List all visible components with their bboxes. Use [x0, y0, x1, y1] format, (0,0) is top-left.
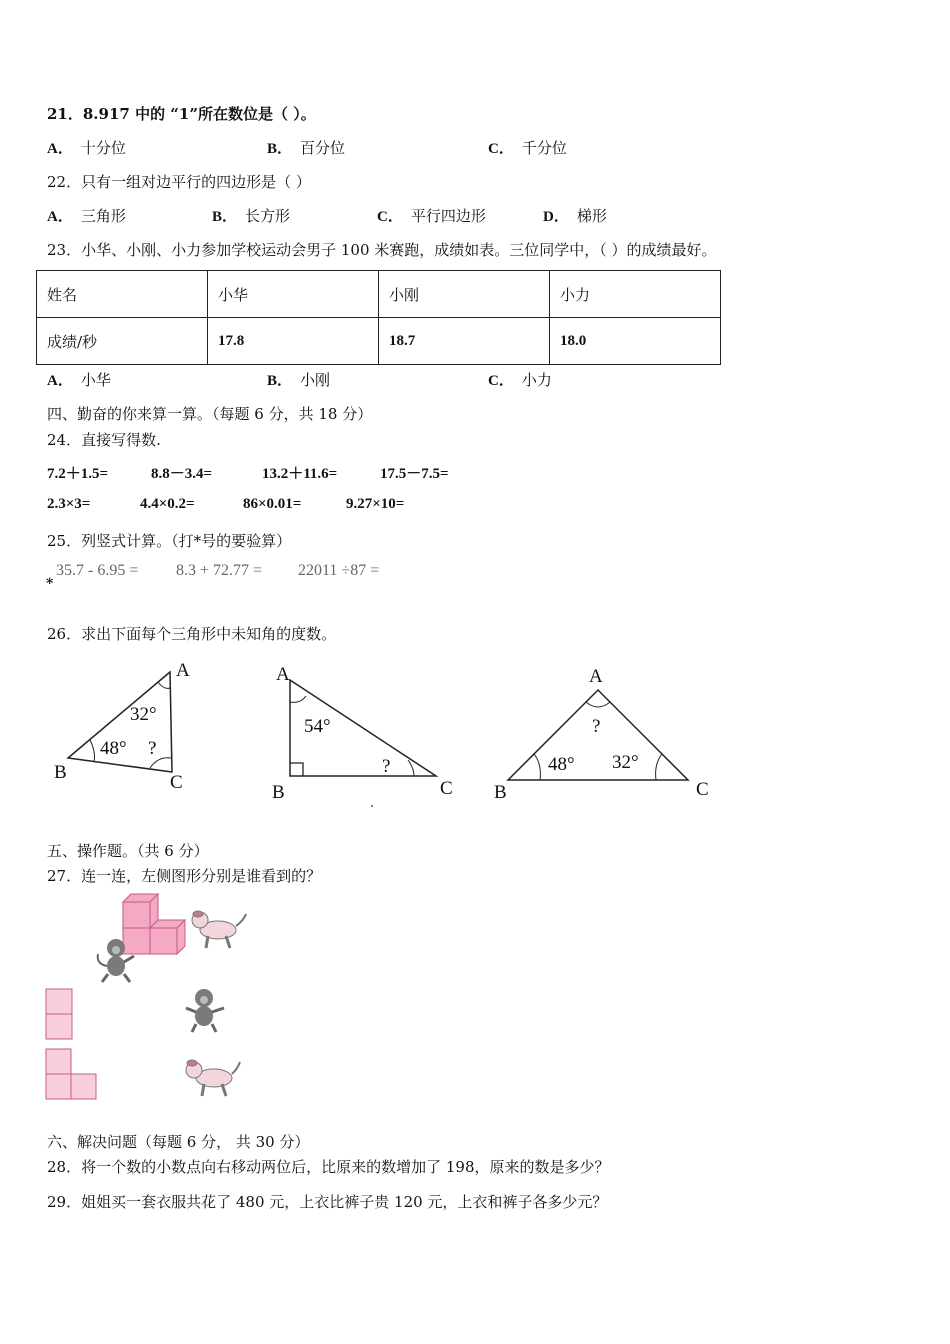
q21-option-b[interactable] — [267, 137, 345, 158]
angle-label: ? — [592, 716, 601, 737]
q23-option-a[interactable] — [47, 369, 111, 390]
angle-arc — [534, 754, 540, 780]
option-letter: B． — [212, 209, 238, 225]
table-cell: 小力 — [550, 271, 721, 318]
dog-icon — [186, 906, 250, 952]
option-text: 三角形 — [80, 207, 126, 225]
monkey-icon — [180, 986, 228, 1034]
score-table — [36, 270, 721, 365]
calc-item: 4.4×0.2= — [140, 496, 195, 512]
option-text: 小刚 — [300, 371, 331, 389]
table-cell: 18.7 — [379, 318, 550, 365]
option-letter: A． — [47, 373, 73, 389]
option-letter: C． — [488, 141, 514, 157]
vertex-label-b: B — [272, 782, 285, 803]
vertical-calc-item: 22011 ÷87 = — [298, 562, 380, 579]
angle-label: 32° — [612, 752, 639, 773]
option-letter: B． — [267, 141, 293, 157]
option-text: 平行四边形 — [410, 207, 486, 225]
option-text: 梯形 — [576, 207, 607, 225]
angle-arc — [290, 696, 306, 702]
option-text: 千分位 — [521, 139, 567, 157]
table-cell: 成绩/秒 — [37, 318, 208, 365]
table-cell: 小华 — [208, 271, 379, 318]
calc-item: 7.2＋1.5= — [47, 466, 109, 482]
monkey-icon — [92, 936, 140, 984]
vertex-label-a: A — [176, 660, 190, 681]
option-letter: B． — [267, 373, 293, 389]
q24-text: 24．直接写得数. — [47, 431, 161, 449]
vertex-label-a: A — [589, 666, 603, 687]
angle-label: 54° — [304, 716, 331, 737]
triangle-2-figure — [268, 660, 468, 805]
angle-label: 48° — [548, 754, 575, 775]
q25-text: 25．列竖式计算。（打*号的要验算） — [47, 532, 292, 550]
stray-dot — [371, 805, 373, 807]
view-shape-l — [45, 1048, 101, 1100]
table-cell: 18.0 — [550, 318, 721, 365]
option-text: 小力 — [521, 371, 552, 389]
verify-star: * — [46, 576, 54, 592]
angle-label: ? — [148, 738, 157, 759]
vertex-label-b: B — [54, 762, 67, 783]
q21-text: 21．8.917 中的 “1”所在数位是（ ）。 — [47, 105, 316, 123]
vertex-label-c: C — [440, 778, 453, 799]
table-cell: 姓名 — [37, 271, 208, 318]
table-row — [37, 271, 721, 318]
dog-icon — [180, 1054, 244, 1100]
angle-arc — [158, 682, 170, 688]
option-letter: D． — [543, 209, 569, 225]
angle-label: ? — [382, 756, 391, 777]
angle-arc — [586, 702, 610, 707]
angle-arc — [656, 754, 662, 780]
vertex-label-c: C — [696, 779, 709, 800]
q21-option-a[interactable] — [47, 137, 126, 158]
calc-item: 86×0.01= — [243, 496, 302, 512]
angle-arc — [150, 758, 171, 768]
option-letter: C． — [488, 373, 514, 389]
view-shape-tall — [45, 988, 75, 1040]
angle-arc — [408, 760, 414, 776]
calc-item: 8.8－3.4= — [151, 466, 213, 482]
section-4-heading: 四、勤奋的你来算一算。（每题 6 分，共 18 分） — [47, 405, 373, 423]
q29-text: 29．姐姐买一套衣服共花了 480 元，上衣比裤子贵 120 元，上衣和裤子各多少元？ — [47, 1193, 608, 1211]
vertex-label-b: B — [494, 782, 507, 803]
q22-option-b[interactable] — [212, 205, 290, 226]
vertex-label-c: C — [170, 772, 183, 793]
q23-text: 23．小华、小刚、小力参加学校运动会男子 100 米赛跑，成绩如表。三位同学中，（ ）的成绩最好。 — [47, 241, 717, 259]
calc-item: 2.3×3= — [47, 496, 91, 512]
q27-text: 27．连一连，左侧图形分别是谁看到的？ — [47, 867, 322, 885]
q22-text: 22．只有一组对边平行的四边形是（ ） — [47, 173, 311, 191]
q23-option-c[interactable] — [488, 369, 552, 390]
calc-item: 17.5－7.5= — [380, 466, 449, 482]
angle-label: 32° — [130, 704, 157, 725]
table-cell: 小刚 — [379, 271, 550, 318]
table-cell: 17.8 — [208, 318, 379, 365]
q28-text: 28．将一个数的小数点向右移动两位后，比原来的数增加了 198，原来的数是多少？ — [47, 1158, 610, 1176]
calc-item: 9.27×10= — [346, 496, 405, 512]
q26-text: 26．求出下面每个三角形中未知角的度数。 — [47, 625, 337, 643]
right-angle-mark — [290, 763, 303, 776]
option-text: 百分位 — [300, 139, 346, 157]
q22-option-c[interactable] — [377, 205, 486, 226]
vertical-calc-item: 35.7 - 6.95 = — [56, 562, 139, 579]
table-row — [37, 318, 721, 365]
q23-option-b[interactable] — [267, 369, 330, 390]
option-text: 长方形 — [245, 207, 291, 225]
vertex-label-a: A — [276, 664, 290, 685]
calc-item: 13.2＋11.6= — [262, 466, 338, 482]
section-5-heading: 五、操作题。（共 6 分） — [47, 842, 209, 860]
option-letter: C． — [377, 209, 403, 225]
angle-arc — [90, 740, 95, 762]
vertical-calc-item: 8.3 + 72.77 = — [176, 562, 263, 579]
angle-label: 48° — [100, 738, 127, 759]
option-text: 小华 — [80, 371, 111, 389]
option-letter: A． — [47, 141, 73, 157]
q22-option-a[interactable] — [47, 205, 126, 226]
section-6-heading: 六、解决问题（每题 6 分， 共 30 分） — [47, 1133, 310, 1151]
option-letter: A． — [47, 209, 73, 225]
triangle-1-figure — [50, 660, 210, 795]
triangle-3-figure — [490, 660, 720, 805]
q22-option-d[interactable] — [543, 205, 607, 226]
q21-option-c[interactable] — [488, 137, 567, 158]
option-text: 十分位 — [80, 139, 126, 157]
